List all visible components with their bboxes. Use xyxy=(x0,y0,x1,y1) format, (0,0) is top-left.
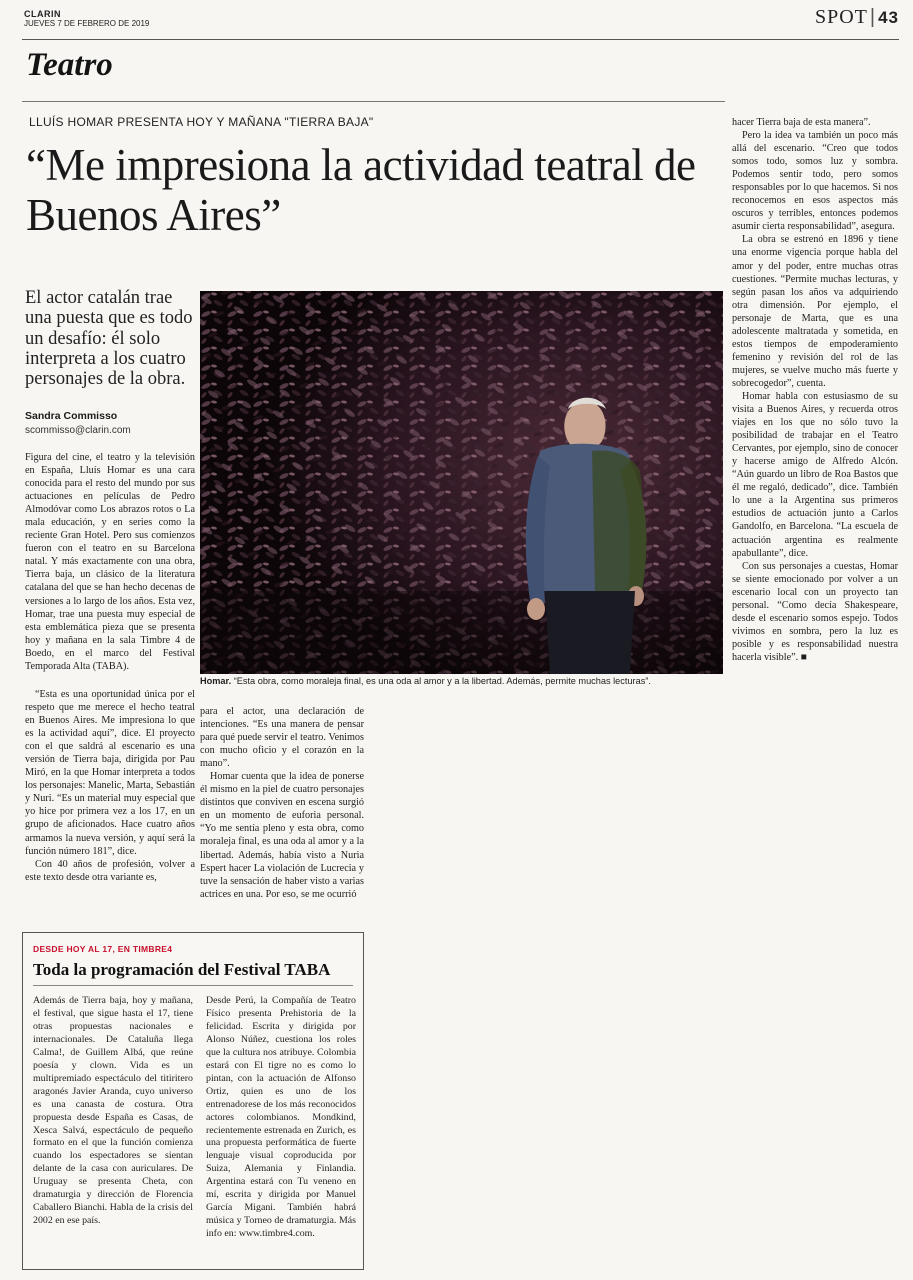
body-paragraph: Pero la idea va también un poco más allá del escenario. “Creo que todos somos todo, somos luz y sombra. Podemos sentir todo, pero somos responsables por lo que hacemos. Si nos reconocemos en esos aspectos más oscuros y terribles, entonces podemos asumir cierta responsabilidad”, asegura. xyxy=(732,130,898,233)
body-column-1-continued xyxy=(25,688,195,884)
body-paragraph: “Esta es una oportunidad única por el respeto que me merece el hecho teatral en Buenos Aires. Me impresiona lo que es la actividad aquí”, dice. El proyecto con el que saldrá al escenario es una versión de Tierra baja, dirigida por Pau Miró, en la que Homar interpreta a todos los personajes: Manelic, Marta, Sebastián y Nuri. “Es un material muy especial que yo hice por primera vez a los 17, en un grupo de aficionados. Hace cuatro años armamos la nueva versión, y aquí será la función número 181”, dice. xyxy=(25,689,195,857)
body-paragraph: La obra se estrenó en 1896 y tiene una enorme vigencia porque habla del amor y del poder, entre muchas otras cuestiones. “Permite muchas lecturas, y según pasan los años va adquiriendo otra dimensión. Por ejemplo, el personaje de Marta, que es una adolescente maltratada y sometida, en estos tiempos de empoderamiento femenino y revisión del rol de las mujeres, se vuelve mucho más fuerte y sobrecogedor”, cuenta. xyxy=(732,234,898,389)
sidebar-paragraph: Desde Perú, la Compañía de Teatro Físico presenta Prehistoria de la felicidad. Escrita y dirigida por Alonso Núñez, cuestiona los roles que la cultura nos atribuye. Colombia estará con El tigre no es como lo pintan, con la actuación de Alfonso Ortiz, quien es uno de los entrenadorese de los más reconocidos actores colombianos. Mondkind, recientemente estrenada en Zurich, es una propuesta performática de fuerte lenguaje visual coproducida por Suiza, Alemania y Finlandia. Argentina estará con Tu veneno en mí, escrita y dirigida por Manuel García Migani. También habrá música y Torneo de dramaturgia. Más info en: www.timbre4.com. xyxy=(206,995,356,1240)
caption-text: “Esta obra, como moraleja final, es una oda al amor y a la libertad. Además, permite muchas lecturas”. xyxy=(233,676,651,686)
masthead-left xyxy=(24,9,149,29)
sidebar-kicker: DESDE HOY AL 17, EN TIMBRE4 xyxy=(33,944,173,954)
body-column-1 xyxy=(25,451,195,673)
article-photo xyxy=(200,291,723,674)
body-paragraph: Con 40 años de profesión, volver a este texto desde otra variante es, xyxy=(25,858,195,883)
sidebar-column-2 xyxy=(206,995,356,1241)
masthead-separator: | xyxy=(869,6,877,28)
caption-name: Homar. xyxy=(200,676,232,686)
festival-sidebar-box xyxy=(22,932,364,1270)
paper-name: CLARIN xyxy=(24,9,61,19)
body-paragraph: Homar habla con estusiasmo de su visita a Buenos Aires, y recuerda otros viajes en los que no sólo tuvo la posibilidad de trabajar en el Teatro Cervantes, por ejemplo, sino de conocer y hacerse amigo de Alfredo Alcón. “Aún guardo un libro de Roa Bastos que él me regaló, dedicado”, dice. También lo une a la Argentina sus primeros estudios de actuación junto a Carlos Gandolfo, en Barcelona. “La escuela de actuación argentina es realmente apabullante”, dice. xyxy=(732,390,898,559)
sidebar-column-1 xyxy=(33,995,193,1228)
section-title: Teatro xyxy=(26,47,113,83)
sidebar-title: Toda la programación del Festival TABA xyxy=(33,960,331,979)
actor-photo-illustration xyxy=(200,291,723,674)
page-number: 43 xyxy=(878,8,899,27)
body-paragraph: hacer Tierra baja de esta manera”. xyxy=(732,117,871,128)
author-name: Sandra Commisso xyxy=(25,410,118,422)
article-headline: “Me impresiona la actividad teatral de Buenos Aires” xyxy=(26,140,696,240)
body-paragraph: Homar cuenta que la idea de ponerse él mismo en la piel de cuatro personajes distintos que conviven en escena surgió en un momento de euforia personal. “Yo me sentía pleno y esta obra, como moraleja final, es una oda al amor y a la libertad. Además, había visto a Nuria Espert hacer La violación de Lucrecia y tuve la sensación de haber visto a varias actrices en una. Por eso, se me ocurrió xyxy=(200,771,364,900)
body-paragraph: Con sus personajes a cuestas, Homar se siente emocionado por volver a un escenario local con un proyecto tan personal. “Como decía Shakespeare, desde el escenario somos espejo. Todos vivimos en sombra, pero la luz es posible y es responsabilidad nuestra hacerla visible”. ■ xyxy=(732,560,898,663)
author-email: scommisso@clarin.com xyxy=(25,425,131,436)
body-paragraph: Figura del cine, el teatro y la televisión en España, Lluís Homar es una cara conocida para el resto del mundo por sus actuaciones en películas de Pedro Almodóvar como Los abrazos rotos o La mala educación, y en series como la reciente Gran Hotel. Pero sus comienzos fueron con el teatro en su Barcelona natal. Y más exactamente con una obra, Tierra baja, un clásico de la literatura catalana del que se han hecho decenas de versiones a lo largo de los años. Esta vez, Homar, trae una puesta muy especial de esta emblemática pieza que se presenta hoy y mañana en la sala Timbre 4 de Boedo, en el marco del Festival Temporada Alta (TABA). xyxy=(25,452,195,672)
body-paragraph: para el actor, una declaración de intenciones. “Es una manera de pensar para qué puede servir el teatro. Venimos con mucho oficio y el corazón en la mano”. xyxy=(200,706,364,770)
sidebar-paragraph: Además de Tierra baja, hoy y mañana, el festival, que sigue hasta el 17, tiene otras propuestas nacionales e internacionales. De Cataluña llega Calma!, de Guillem Albá, que reúne poesía y clown. Vida es un multipremiado espectáculo del titiritero aragonés Javier Aranda, cuyo universo es una canasta de costura. Otra propuesta desde España es Casas, de Xesca Salvá, espectáculo de pequeño formato en el que la función comienza cuando los espectadores se sientan delante de la casa con auriculares. De Uruguay se presenta Cheta, con dramaturgia y dirección de Florencia Caballero Bianchi. Habla de la crisis del 2002 en ese país. xyxy=(33,995,193,1227)
top-rule xyxy=(22,39,899,40)
photo-caption xyxy=(200,676,730,686)
issue-date: JUEVES 7 DE FEBRERO DE 2019 xyxy=(24,19,150,28)
body-column-2 xyxy=(200,705,364,901)
sidebar-rule xyxy=(33,985,353,986)
article-kicker: LLUÍS HOMAR PRESENTA HOY Y MAÑANA "TIERRA BAJA" xyxy=(29,115,374,129)
body-column-3 xyxy=(732,116,898,664)
section-rule xyxy=(22,101,725,102)
article-deck: El actor catalán trae una puesta que es todo un desafío: él solo interpreta a los cuatro personajes de la obra. xyxy=(25,288,193,390)
supplement-name: SPOT xyxy=(814,6,868,28)
masthead-right xyxy=(815,6,899,29)
